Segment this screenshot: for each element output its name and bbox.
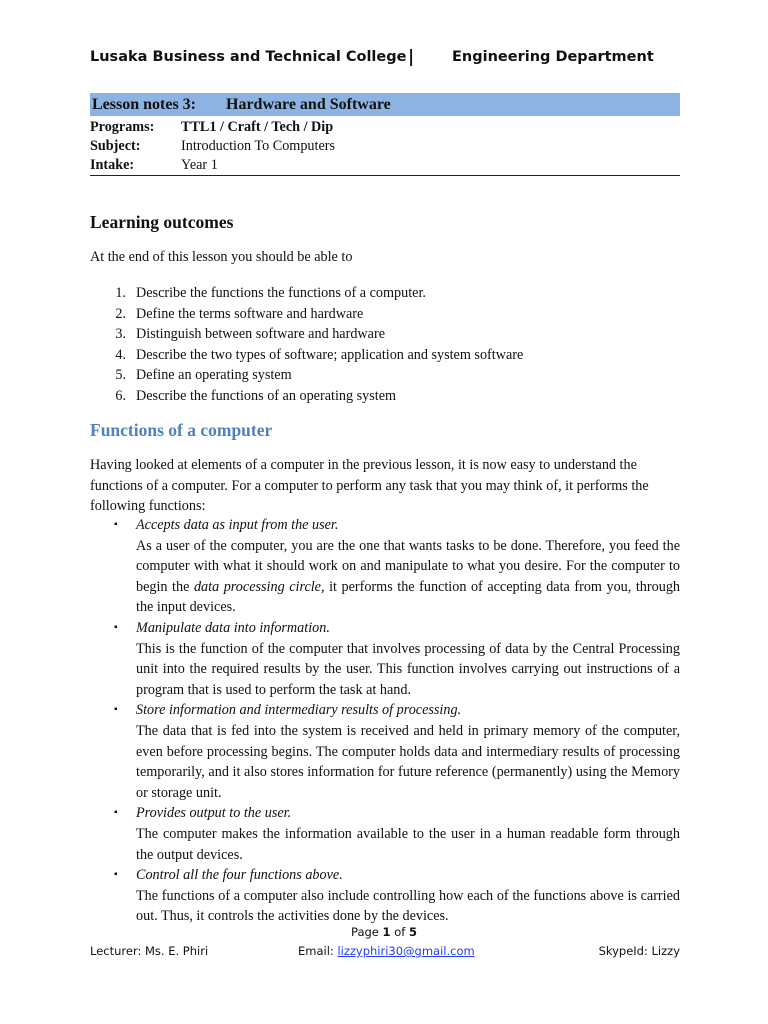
learning-outcomes-list bbox=[110, 283, 670, 407]
list-text: Define the terms software and hardware bbox=[136, 305, 364, 322]
email-contact bbox=[298, 944, 475, 958]
page-number bbox=[0, 925, 768, 939]
list-item bbox=[110, 324, 670, 345]
meta-value: TTL1 / Craft / Tech / Dip bbox=[181, 119, 334, 135]
total-pages: 5 bbox=[408, 925, 417, 939]
bullet-item-control bbox=[90, 865, 680, 927]
list-item bbox=[110, 304, 670, 325]
bullet-title: Provides output to the user. bbox=[136, 805, 292, 822]
page-word: Page bbox=[351, 925, 379, 939]
college-name: Lusaka Business and Technical College bbox=[90, 49, 407, 65]
list-number: 3. bbox=[115, 326, 126, 343]
list-number: 4. bbox=[115, 346, 126, 363]
square-bullet-icon: ▪ bbox=[114, 621, 118, 633]
list-number: 2. bbox=[115, 305, 126, 322]
bullet-body bbox=[136, 536, 680, 618]
bullet-body: The functions of a computer also include controlling how each of the functions above is carried out. Thus, it controls the activities done by the devices. bbox=[136, 887, 680, 925]
bullet-title: Accepts data as input from the user. bbox=[136, 517, 339, 533]
functions-heading: Functions of a computer bbox=[90, 420, 273, 440]
bullet-item-input bbox=[90, 515, 680, 618]
page-footer bbox=[90, 944, 680, 960]
meta-row-subject bbox=[90, 137, 680, 156]
lecturer-name: Lecturer: Ms. E. Phiri bbox=[90, 944, 209, 958]
bullet-body-text: As a user of the computer, you are the one that wants tasks to be done. Therefore, you feed the computer with what it should work on and manipulate to what you desire. For the computer to begin the bbox=[136, 537, 680, 595]
lesson-number: Lesson notes 3: bbox=[92, 96, 197, 113]
list-number: 5. bbox=[115, 367, 126, 384]
header-separator: | bbox=[408, 47, 415, 67]
meta-value: Introduction To Computers bbox=[181, 138, 336, 154]
learning-intro: At the end of this lesson you should be able to bbox=[90, 249, 353, 265]
lesson-meta bbox=[90, 118, 680, 175]
list-text: Describe the functions the functions of a computer. bbox=[136, 285, 426, 301]
meta-row-intake bbox=[90, 156, 680, 175]
meta-divider bbox=[90, 175, 680, 176]
list-item bbox=[110, 386, 670, 407]
email-link[interactable]: lizzyphiri30@gmail.com bbox=[337, 944, 475, 958]
list-text: Describe the functions of an operating system bbox=[136, 387, 397, 404]
bullet-title: Store information and intermediary results of processing. bbox=[136, 702, 462, 719]
page-header bbox=[90, 47, 680, 69]
meta-label: Programs: bbox=[90, 119, 155, 135]
skype-id: SkypeId: Lizzy bbox=[598, 944, 680, 958]
square-bullet-icon: ▪ bbox=[114, 807, 118, 819]
bullet-body: The data that is fed into the system is received and held in primary memory of the computer, even before processing begins. The computer holds data and intermediary results of processing temporarily, and it also stores information for future reference (permanently) using the Memory or storage unit. bbox=[136, 722, 680, 801]
functions-intro-paragraph: Having looked at elements of a computer in the previous lesson, it is now easy to understand the functions of a computer. For a computer to perform any task that you may think of, it performs the following functions: bbox=[90, 457, 649, 514]
list-item bbox=[110, 345, 670, 366]
lesson-title-bar bbox=[90, 93, 680, 116]
list-item bbox=[110, 365, 670, 386]
department-name: Engineering Department bbox=[452, 49, 654, 65]
meta-label: Intake: bbox=[90, 157, 135, 173]
bullet-body-emphasis: data processing circle, bbox=[193, 578, 325, 595]
bullet-item-processing bbox=[90, 618, 680, 700]
bullet-title: Control all the four functions above. bbox=[136, 867, 343, 884]
meta-value: Year 1 bbox=[181, 157, 218, 173]
list-text: Distinguish between software and hardware bbox=[136, 326, 385, 343]
functions-bullet-list bbox=[90, 515, 680, 927]
bullet-body-text: it performs the function of accepting data from you, through the input devices. bbox=[136, 578, 681, 616]
list-item bbox=[110, 283, 670, 304]
meta-row-programs bbox=[90, 118, 680, 137]
square-bullet-icon: ▪ bbox=[114, 704, 118, 716]
bullet-title: Manipulate data into information. bbox=[136, 619, 330, 636]
bullet-item-output bbox=[90, 803, 680, 865]
square-bullet-icon: ▪ bbox=[114, 519, 118, 530]
meta-label: Subject: bbox=[90, 138, 141, 154]
list-number: 1. bbox=[115, 285, 126, 301]
bullet-item-storage bbox=[90, 700, 680, 803]
current-page: 1 bbox=[382, 925, 391, 939]
list-text: Describe the two types of software; application and system software bbox=[136, 346, 524, 363]
learning-outcomes-heading: Learning outcomes bbox=[90, 212, 234, 232]
square-bullet-icon: ▪ bbox=[114, 869, 118, 881]
bullet-body: This is the function of the computer that involves processing of data by the Central Processing unit into the required results by the user. This function involves carrying out instructions of a program that is used to perform the task at hand. bbox=[136, 640, 680, 698]
list-text: Define an operating system bbox=[136, 367, 292, 384]
email-label: Email: bbox=[298, 944, 334, 958]
of-word: of bbox=[394, 925, 406, 939]
list-number: 6. bbox=[115, 387, 126, 404]
bullet-body: The computer makes the information available to the user in a human readable form through the output devices. bbox=[136, 825, 680, 863]
lesson-title: Hardware and Software bbox=[226, 96, 391, 113]
